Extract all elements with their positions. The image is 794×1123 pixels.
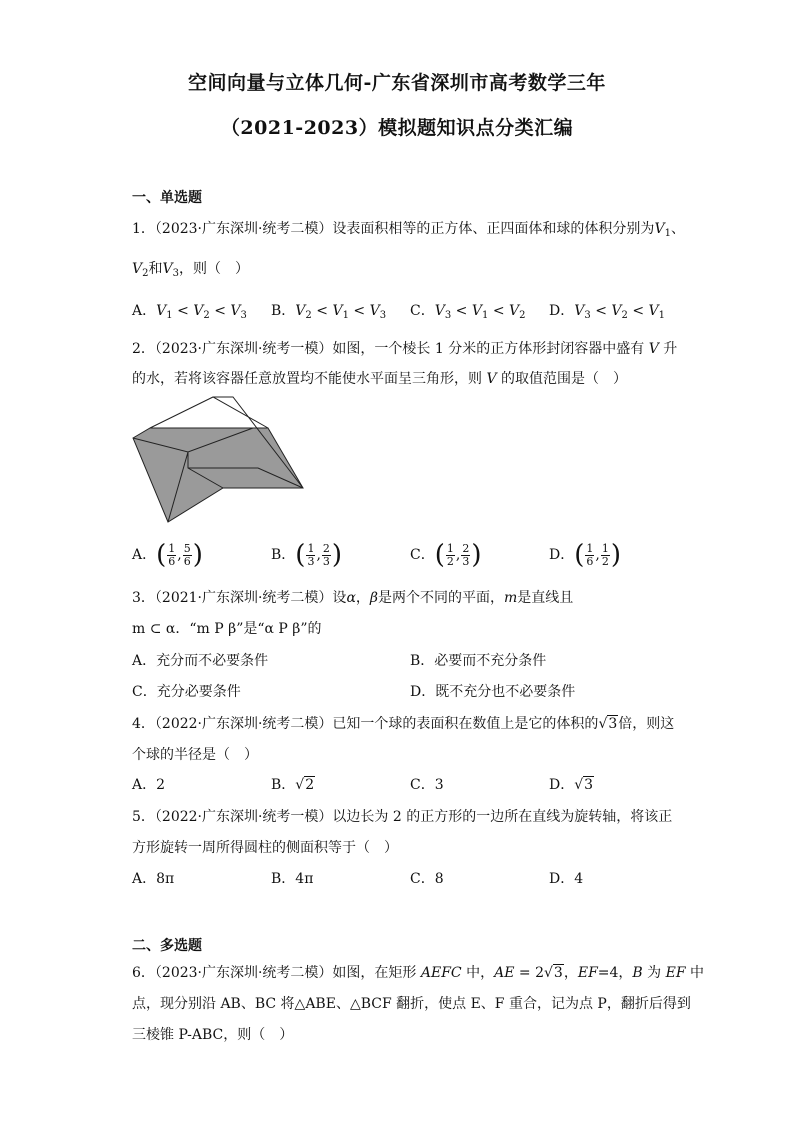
q3-option-b[interactable]: B．必要而不充分条件 xyxy=(410,653,547,669)
q6-line3: 三棱锥 P-ABC，则（ ） xyxy=(132,1027,294,1043)
q2-option-a[interactable]: A．( $\frac{1}{6}$ , $\frac{5}{6}$ ) xyxy=(132,540,203,570)
q1-line2: $V_2$和$V_3$，则（ ） xyxy=(132,261,249,279)
section-multi-choice: 二、多选题 xyxy=(132,938,202,954)
q5-line2: 方形旋转一周所得圆柱的侧面积等于（ ） xyxy=(132,840,398,856)
q4-line1: 4．（2022·广东深圳·统考二模）已知一个球的表面积在数值上是它的体积的√3倍，则这 xyxy=(132,716,675,732)
q5-option-a[interactable]: A．8π xyxy=(132,871,175,887)
doc-title-line2: （2021-2023）模拟题知识点分类汇编 xyxy=(220,117,574,139)
q3-option-d[interactable]: D．既不充分也不必要条件 xyxy=(410,684,576,700)
q4-option-b[interactable]: B．√2 xyxy=(271,777,315,793)
q2-option-c[interactable]: C．( $\frac{1}{2}$ , $\frac{2}{3}$ ) xyxy=(410,540,482,570)
q4-option-a[interactable]: A．2 xyxy=(132,777,166,793)
q3-option-a[interactable]: A．充分而不必要条件 xyxy=(132,653,269,669)
q6-line2: 点，现分别沿 AB、BC 将△ABE、△BCF 翻折，使点 E、F 重合，记为点 P，翻折后得到 xyxy=(132,996,691,1012)
cube-water-figure xyxy=(128,392,308,524)
q4-line2: 个球的半径是（ ） xyxy=(132,747,258,763)
cube-back-edges xyxy=(150,397,268,428)
q4-option-c[interactable]: C．3 xyxy=(410,777,444,793)
q1-option-a[interactable]: A．$V_1 < V_2 < V_3$ xyxy=(132,303,247,321)
q2-line2: 的水，若将该容器任意放置均不能使水平面呈三角形，则 V 的取值范围是（ ） xyxy=(132,371,628,387)
q1-option-c[interactable]: C．$V_3 < V_1 < V_2$ xyxy=(410,303,526,321)
sqrt-symbol: √3 xyxy=(598,716,618,732)
section-single-choice: 一、单选题 xyxy=(132,190,202,206)
q1-option-d[interactable]: D．$V_3 < V_2 < V_1$ xyxy=(549,303,666,321)
water-region xyxy=(133,428,303,522)
q3-line1: 3．（2021·广东深圳·统考二模）设α，β是两个不同的平面，m是直线且 xyxy=(132,590,574,606)
q5-option-c[interactable]: C．8 xyxy=(410,871,444,887)
q1-option-b[interactable]: B．$V_2 < V_1 < V_3$ xyxy=(271,303,387,321)
q3-option-c[interactable]: C．充分必要条件 xyxy=(132,684,241,700)
q4-option-d[interactable]: D．√3 xyxy=(549,777,594,793)
q2-option-d[interactable]: D．( $\frac{1}{6}$ , $\frac{1}{2}$ ) xyxy=(549,540,621,570)
q2-line1: 2．（2023·广东深圳·统考一模）如图，一个棱长 1 分米的正方体形封闭容器中盛有 V 升 xyxy=(132,341,678,357)
q5-option-b[interactable]: B．4π xyxy=(271,871,314,887)
q6-line1: 6．（2023·广东深圳·统考二模）如图，在矩形 AEFC 中，AE = 2√3，EF=4，B 为 EF 中 xyxy=(132,965,705,981)
q5-line1: 5．（2022·广东深圳·统考一模）以边长为 2 的正方形的一边所在直线为旋转轴，将该正 xyxy=(132,809,673,825)
q3-line2: m ⊂ α．“m P β”是“α P β”的 xyxy=(132,621,322,637)
q5-option-d[interactable]: D．4 xyxy=(549,871,584,887)
doc-title-line1: 空间向量与立体几何-广东省深圳市高考数学三年 xyxy=(188,72,606,94)
q2-option-b[interactable]: B．( $\frac{1}{3}$ , $\frac{2}{3}$ ) xyxy=(271,540,343,570)
q1-line1: 1．（2023·广东深圳·统考二模）设表面积相等的正方体、正四面体和球的体积分别为$V_1$、 xyxy=(132,221,685,239)
